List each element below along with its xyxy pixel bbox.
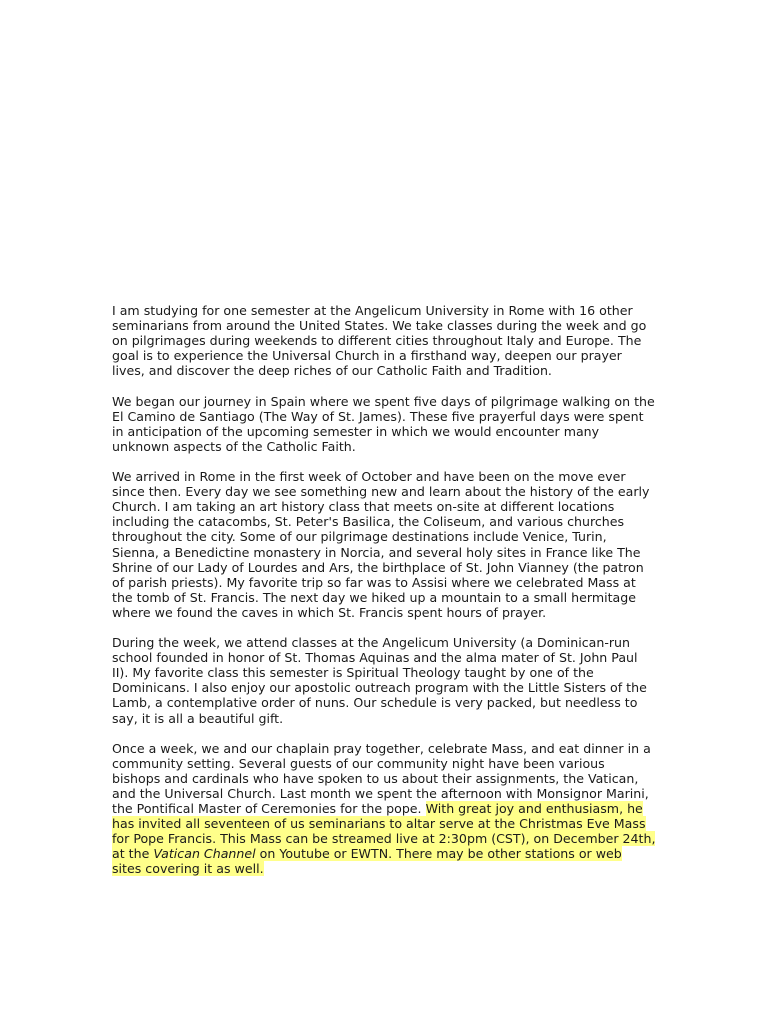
paragraph-1 <box>112 303 672 378</box>
paragraph-line: say, it is all a beautiful gift. <box>112 710 284 726</box>
highlighted-text-part: at the <box>112 846 154 862</box>
paragraph-5-line-3: bishops and cardinals who have spoken to us about their assignments, the Vatican, <box>112 770 639 786</box>
paragraph-4 <box>112 635 672 726</box>
paragraph-line: on pilgrimages during weekends to different cities throughout Italy and Europe. The <box>112 333 642 349</box>
paragraph-5 <box>112 741 672 877</box>
paragraph-line: school founded in honor of St. Thomas Aquinas and the alma mater of St. John Paul <box>112 650 638 666</box>
paragraph-line: Sienna, a Benedictine monastery in Norcia, and several holy sites in France like The <box>112 544 641 560</box>
highlighted-text: sites covering it as well. <box>112 861 264 877</box>
paragraph-5-line-2: community setting. Several guests of our community night have been various <box>112 755 605 771</box>
vatican-channel-italic: Vatican Channel <box>153 846 256 862</box>
paragraph-5-line-5: the Pontifical Master of Ceremonies for the pope. <box>112 801 426 817</box>
letter-body <box>112 303 672 892</box>
paragraph-line: Lamb, a contemplative order of nuns. Our schedule is very packed, but needless to <box>112 695 638 711</box>
paragraph-line: the tomb of St. Francis. The next day we hiked up a mountain to a small hermitage <box>112 589 637 605</box>
highlighted-text <box>112 846 622 861</box>
paragraph-5-line-1: Once a week, we and our chaplain pray together, celebrate Mass, and eat dinner in a <box>112 740 651 756</box>
paragraph-line: I am studying for one semester at the Angelicum University in Rome with 16 other <box>112 303 633 318</box>
paragraph-line: Shrine of our Lady of Lourdes and Ars, the birthplace of St. John Vianney (the patron <box>112 559 644 575</box>
paragraph-line: We arrived in Rome in the first week of October and have been on the move ever <box>112 469 626 485</box>
paragraph-line: Church. I am taking an art history class that meets on-site at different locations <box>112 499 615 515</box>
paragraph-line: lives, and discover the deep riches of our Catholic Faith and Tradition. <box>112 363 552 379</box>
highlighted-text: for Pope Francis. This Mass can be streamed live at 2:30pm (CST), on December 24th, <box>112 831 656 847</box>
paragraph-line: goal is to experience the Universal Church in a firsthand way, deepen our prayer <box>112 348 622 364</box>
paragraph-line: of parish priests). My favorite trip so far was to Assisi where we celebrated Mass at <box>112 574 636 590</box>
paragraph-line: II). My favorite class this semester is Spiritual Theology taught by one of the <box>112 665 594 681</box>
paragraph-line: where we found the caves in which St. Francis spent hours of prayer. <box>112 604 547 620</box>
paragraph-line: Dominicans. I also enjoy our apostolic outreach program with the Little Sisters of the <box>112 680 647 696</box>
paragraph-2 <box>112 394 672 454</box>
paragraph-line: During the week, we attend classes at the Angelicum University (a Dominican-run <box>112 635 631 651</box>
paragraph-line: We began our journey in Spain where we spent five days of pilgrimage walking on the <box>112 393 655 409</box>
paragraph-line: since then. Every day we see something new and learn about the history of the early <box>112 484 650 500</box>
paragraph-line: in anticipation of the upcoming semester in which we would encounter many <box>112 423 600 439</box>
paragraph-3 <box>112 469 672 620</box>
paragraph-5-line-4: and the Universal Church. Last month we spent the afternoon with Monsignor Marini, <box>112 786 649 801</box>
highlighted-text-part: on Youtube or EWTN. There may be other stations or web <box>255 846 622 862</box>
paragraph-line: unknown aspects of the Catholic Faith. <box>112 438 356 454</box>
paragraph-line: including the catacombs, St. Peter's Basilica, the Coliseum, and various churches <box>112 514 625 530</box>
highlighted-text: has invited all seventeen of us seminarians to altar serve at the Christmas Eve Mass <box>112 816 646 832</box>
highlighted-text: With great joy and enthusiasm, he <box>425 801 643 817</box>
paragraph-line: seminarians from around the United States. We take classes during the week and go <box>112 318 647 334</box>
paragraph-line: El Camino de Santiago (The Way of St. James). These five prayerful days were spent <box>112 408 644 424</box>
paragraph-line: throughout the city. Some of our pilgrimage destinations include Venice, Turin, <box>112 529 607 545</box>
